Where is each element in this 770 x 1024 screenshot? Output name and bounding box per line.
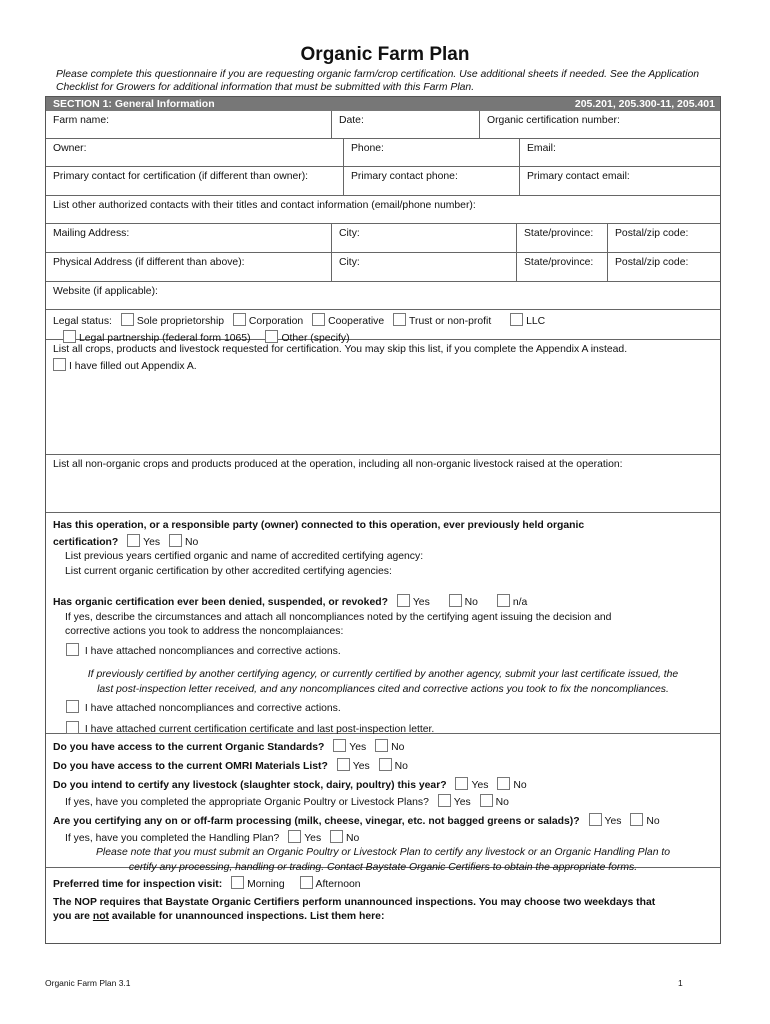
list-current: List current organic certification by other accredited certifying agencies: <box>65 565 392 577</box>
checkbox-attached-certificate[interactable] <box>66 721 79 734</box>
legal-status-label: Legal status: <box>53 316 112 327</box>
q-livestock-sub: If yes, have you completed the appropriate Organic Poultry or Livestock Plans? <box>65 796 429 808</box>
checkbox-handling-no[interactable] <box>330 830 343 843</box>
crops-list[interactable] <box>46 339 720 454</box>
no-label: No <box>394 760 408 772</box>
denied-note-2: corrective actions you took to address the noncomplaiances: <box>65 626 344 637</box>
q-standards: Do you have access to the current Organic Standards? <box>53 742 325 753</box>
checkbox-livestock-no[interactable] <box>497 777 510 790</box>
primary-phone-field[interactable]: Primary contact phone: <box>343 167 519 195</box>
yes-label: Yes <box>412 597 430 608</box>
history-question-1: Has this operation, or a responsible party (owner) connected to this operation, ever previously held organic <box>53 520 585 531</box>
no-label: No <box>184 536 199 548</box>
row-farm <box>46 111 720 138</box>
certification-history <box>46 512 720 733</box>
yes-label: Yes <box>453 796 471 808</box>
row-owner <box>46 138 720 166</box>
row-physical <box>46 252 720 281</box>
checkbox-omri-no[interactable] <box>379 758 392 771</box>
q-processing-sub: If yes, have you completed the Handling Plan? <box>65 832 280 844</box>
yes-label: Yes <box>304 832 322 844</box>
inspection-label: Preferred time for inspection visit: <box>53 879 223 890</box>
section-refs: 205.201, 205.300-11, 205.401 <box>574 98 715 110</box>
checkbox-other[interactable] <box>265 330 278 343</box>
email-field[interactable]: Email: <box>519 139 720 166</box>
q-processing: Are you certifying any on or off-farm processing (milk, cheese, vinegar, etc. not bagged greens or salads)? <box>53 816 580 827</box>
checkbox-appendix-a[interactable] <box>53 358 66 371</box>
checkbox-denied-na[interactable] <box>497 594 510 607</box>
nop-note-2b: available for unannounced inspections. List them here: <box>109 911 385 922</box>
checkbox-prev-no[interactable] <box>169 534 182 547</box>
cert-number-field[interactable]: Organic certification number: <box>479 111 720 138</box>
denied-note-1: If yes, describe the circumstances and attach all noncompliances noted by the certifying agent issuing the decision and <box>65 611 612 623</box>
city-field[interactable]: City: <box>331 224 516 252</box>
checkbox-standards-yes[interactable] <box>333 739 346 752</box>
q-livestock: Do you intend to certify any livestock (slaughter stock, dairy, poultry) this year? <box>53 780 447 791</box>
option-label: Legal partnership (federal form 1065) <box>79 332 251 344</box>
mailing-address-field[interactable]: Mailing Address: <box>53 228 130 239</box>
checkbox-attached-noncompliances-2[interactable] <box>66 700 79 713</box>
checkbox-omri-yes[interactable] <box>337 758 350 771</box>
q-omri: Do you have access to the current OMRI Materials List? <box>53 760 328 772</box>
history-question-2: Has organic certification ever been denied, suspended, or revoked? <box>53 597 388 608</box>
access-questions <box>46 733 720 873</box>
page-title: Organic Farm Plan <box>300 44 470 65</box>
section-title: SECTION 1: General Information <box>53 98 215 110</box>
checkbox-afternoon[interactable] <box>300 876 313 889</box>
plans-note-2: certify any processing, handling or trading. Contact Baystate Organic Certifiers to obtain the appropriate forms. <box>128 861 638 873</box>
checkbox-cooperative[interactable] <box>312 313 325 326</box>
option-label: Other (specify) <box>281 332 350 344</box>
checkbox-legal-partnership[interactable] <box>63 330 76 343</box>
owner-field[interactable]: Owner: <box>53 143 87 154</box>
row-mailing <box>46 223 720 252</box>
checkbox-prev-yes[interactable] <box>127 534 140 547</box>
nop-not: not <box>92 911 110 922</box>
postal-field[interactable]: Postal/zip code: <box>607 224 720 252</box>
option-label: Corporation <box>248 316 304 327</box>
checkbox-trust[interactable] <box>393 313 406 326</box>
checkbox-morning[interactable] <box>231 876 244 889</box>
yes-label: Yes <box>352 760 370 772</box>
nop-note-2a: you are <box>53 911 93 922</box>
nop-note-1: The NOP requires that Baystate Organic Certifiers perform unannounced inspections. You may choose two weekdays that <box>53 896 656 908</box>
attach-label: I have attached noncompliances and corrective actions. <box>84 703 341 714</box>
no-label: No <box>464 597 478 608</box>
attach-label: I have attached noncompliances and corrective actions. <box>84 645 341 657</box>
date-field[interactable]: Date: <box>331 111 479 138</box>
no-label: No <box>646 816 660 827</box>
intro-text: Please complete this questionnaire if you are requesting organic farm/crop certification. Use additional sheets if needed. See the Application Checklist for Growers for additional information that must be submitted with this Farm Plan. <box>56 69 700 93</box>
na-label: n/a <box>512 597 528 608</box>
physical-address-field[interactable]: Physical Address (if different than above): <box>53 257 245 268</box>
other-contacts-field[interactable]: List other authorized contacts with their titles and contact information (email/phone number): <box>46 195 720 223</box>
phone-field[interactable]: Phone: <box>343 139 519 166</box>
checkbox-plans-yes[interactable] <box>438 794 451 807</box>
checkbox-processing-no[interactable] <box>630 813 643 826</box>
checkbox-sole-proprietorship[interactable] <box>121 313 134 326</box>
appendix-label: I have filled out Appendix A. <box>69 360 197 372</box>
primary-contact-field[interactable]: Primary contact for certification (if different than owner): <box>53 171 309 182</box>
city-field-2[interactable]: City: <box>331 253 516 281</box>
checkbox-livestock-yes[interactable] <box>455 777 468 790</box>
section-1-header <box>46 97 720 111</box>
crops-prompt: List all crops, products and livestock requested for certification. You may skip this list, if you complete the Appendix A instead. <box>53 344 628 355</box>
nop-note-2 <box>53 910 713 925</box>
plans-note-1: Please note that you must submit an Organic Poultry or Livestock Plan to certify any livestock or an Organic Handling Plan to <box>95 847 671 858</box>
no-label: No <box>346 832 360 844</box>
yes-label: Yes <box>471 780 489 791</box>
list-previous: List previous years certified organic and name of accredited certifying agency: <box>65 551 424 562</box>
yes-label: Yes <box>604 816 622 827</box>
checkbox-standards-no[interactable] <box>375 739 388 752</box>
primary-email-field[interactable]: Primary contact email: <box>519 167 720 195</box>
footer-version: Organic Farm Plan 3.1 <box>45 978 131 988</box>
website-field[interactable]: Website (if applicable): <box>46 281 720 309</box>
postal-field-2[interactable]: Postal/zip code: <box>607 253 720 281</box>
option-label: LLC <box>526 316 546 327</box>
no-label: No <box>391 742 405 753</box>
checkbox-llc[interactable] <box>510 313 523 326</box>
state-field[interactable]: State/province: <box>516 224 607 252</box>
option-label: Cooperative <box>328 316 385 327</box>
checkbox-processing-yes[interactable] <box>589 813 602 826</box>
option-label: Sole proprietorship <box>136 316 225 327</box>
row-primary-contact <box>46 166 720 195</box>
attach-label: I have attached current certification certificate and last post-inspection letter. <box>84 723 435 735</box>
checkbox-handling-yes[interactable] <box>288 830 301 843</box>
morning-label: Morning <box>247 879 285 890</box>
checkbox-plans-no[interactable] <box>480 794 493 807</box>
inspection-section <box>46 867 720 943</box>
history-question-1-cont: certification? <box>53 536 119 548</box>
state-field-2[interactable]: State/province: <box>516 253 607 281</box>
nonorganic-prompt: List all non-organic crops and products produced at the operation, including all non-organic livestock raised at the operation: <box>53 459 623 470</box>
farm-name-field[interactable]: Farm name: <box>53 115 110 126</box>
footer-page-number: 1 <box>678 978 683 988</box>
prev-note-1: If previously certified by another certifying agency, or currently certified by another agency, submit your last certificate issued, the <box>87 669 679 680</box>
checkbox-denied-yes[interactable] <box>397 594 410 607</box>
checkbox-denied-no[interactable] <box>449 594 462 607</box>
legal-status <box>46 309 720 344</box>
yes-label: Yes <box>349 742 367 753</box>
no-label: No <box>495 796 509 808</box>
prev-note-2: last post-inspection letter received, and any noncompliances cited and corrective actions you took to fix the noncompliances. <box>97 683 669 695</box>
option-label: Trust or non-profit <box>409 316 492 327</box>
afternoon-label: Afternoon <box>315 879 361 890</box>
no-label: No <box>513 780 527 791</box>
checkbox-attached-noncompliances[interactable] <box>66 643 79 656</box>
farm-plan-form <box>45 96 721 944</box>
yes-label: Yes <box>143 536 161 548</box>
checkbox-corporation[interactable] <box>233 313 246 326</box>
nonorganic-list[interactable] <box>46 454 720 512</box>
